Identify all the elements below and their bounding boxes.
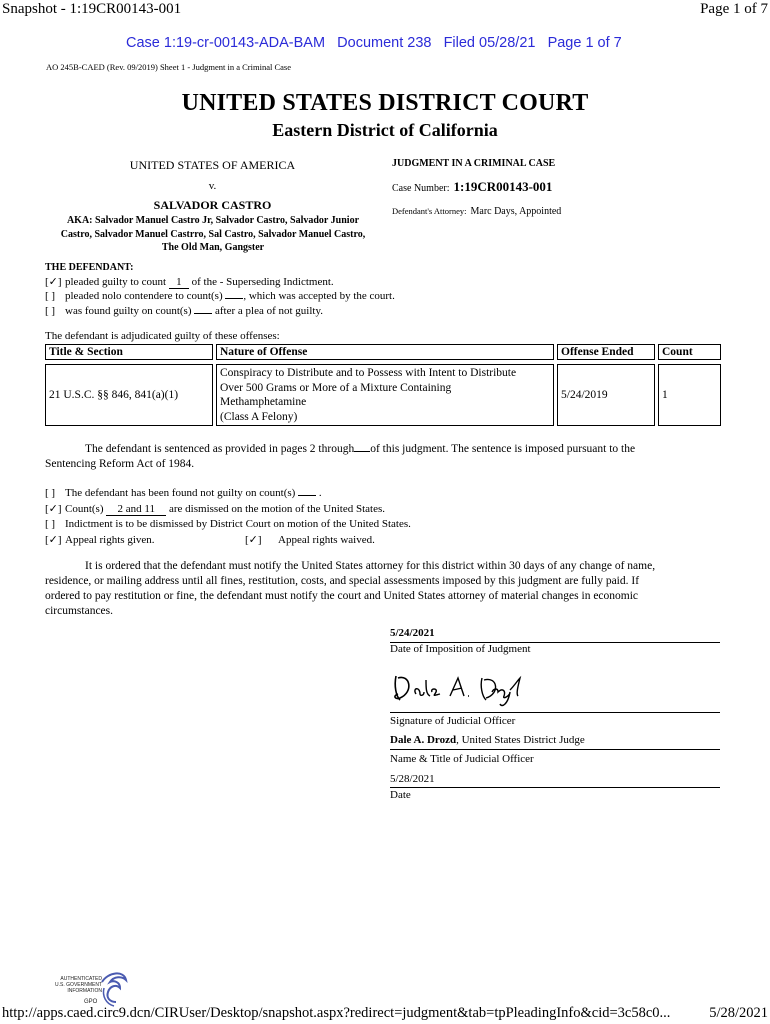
checkbox-unchecked: [ ] [45, 487, 56, 499]
sentence-paragraph-line2: Sentencing Reform Act of 1984. [45, 458, 195, 470]
document-type: JUDGMENT IN A CRIMINAL CASE [392, 158, 556, 169]
indictment-text: Indictment is to be dismissed by District Court on motion of the United States. [65, 518, 411, 530]
case-number-label: Case Number: [392, 183, 450, 194]
table-row [46, 365, 721, 426]
signature-label: Signature of Judicial Officer [390, 715, 516, 727]
not-guilty-blank [298, 495, 316, 496]
notify-line4: circumstances. [45, 605, 114, 617]
judge-name: Dale A. Drozd [390, 734, 457, 746]
plea-guilty-count: 1 [169, 276, 189, 289]
sentence-text-post: of this judgment. The sentence is imposed pursuant to the [370, 443, 636, 455]
eagle-icon [98, 968, 130, 1010]
appeal-waived-text: Appeal rights waived. [278, 534, 375, 546]
dismissed-prefix: Count(s) [65, 503, 104, 515]
plaintiff-name: UNITED STATES OF AMERICA [129, 158, 296, 172]
checkbox-checked: [✓] [245, 534, 262, 546]
seal-text: AUTHENTICATED U.S. GOVERNMENT INFORMATION [55, 976, 102, 994]
checkbox-checked: [✓] [45, 534, 62, 546]
checkbox-unchecked: [ ] [45, 518, 56, 530]
not-guilty-text: The defendant has been found not guilty on count(s) [65, 487, 296, 499]
plea-guilty [45, 275, 334, 289]
notify-line2: residence, or mailing address until all fines, restitution, costs, and special assessments imposed by this judgment are fully paid. If [45, 575, 640, 587]
footer-date: 5/28/2021 [709, 1005, 768, 1021]
nature-line: Conspiracy to Distribute and to Possess with Intent to Distribute [220, 367, 517, 379]
seal-gpo: GPO [84, 999, 98, 1005]
dismissed-counts: 2 and 11 [106, 503, 166, 516]
sentence-paragraph-line1 [85, 443, 635, 455]
signed-date-label: Date [390, 789, 411, 801]
appeal-given-line [45, 533, 155, 546]
snapshot-title: Snapshot - 1:19CR00143-001 [2, 1, 182, 17]
judge-name-line [390, 734, 585, 746]
plea-nolo-count [225, 298, 243, 299]
header-offense-ended: Offense Ended [558, 345, 655, 360]
plea-found-guilty-text: was found guilty on count(s) [65, 305, 192, 317]
imposition-date: 5/24/2021 [390, 627, 435, 639]
imposition-date-label: Date of Imposition of Judgment [390, 643, 531, 655]
checkbox-unchecked: [ ] [45, 305, 56, 317]
sentence-text-pre: The defendant is sentenced as provided in pages 2 through [85, 443, 355, 455]
defendant-section-heading: THE DEFENDANT: [45, 262, 134, 273]
name-title-label: Name & Title of Judicial Officer [390, 753, 534, 765]
judge-signature [390, 666, 530, 710]
versus: v. [208, 180, 217, 192]
dismissed-suffix: are dismissed on the motion of the United States. [169, 503, 385, 515]
plea-nolo-suffix: , which was accepted by the court. [243, 290, 395, 302]
plea-found-guilty-suffix: after a plea of not guilty. [214, 305, 324, 317]
district-name: Eastern District of California [272, 120, 498, 140]
defendant-name: SALVADOR CASTRO [153, 198, 272, 212]
gpo-authentication-seal [40, 968, 130, 1010]
plea-guilty-text: pleaded guilty to count [65, 276, 167, 288]
adjudicated-intro: The defendant is adjudicated guilty of these offenses: [45, 330, 280, 342]
signed-date: 5/28/2021 [390, 773, 435, 785]
attorney-label: Defendant's Attorney: [392, 206, 467, 216]
not-guilty-line [45, 487, 322, 499]
header-title-section: Title & Section [46, 345, 213, 360]
checkbox-unchecked: [ ] [45, 290, 56, 302]
cell-offense-ended: 5/24/2019 [558, 365, 655, 426]
name-title-line [390, 749, 720, 750]
attorney-line [392, 201, 561, 219]
cell-count: 1 [659, 365, 721, 426]
cell-title-section: 21 U.S.C. §§ 846, 841(a)(1) [46, 365, 213, 426]
ecf-case-banner [126, 35, 622, 51]
court-name: UNITED STATES DISTRICT COURT [181, 90, 589, 116]
ecf-document-number: Document 238 [337, 35, 432, 51]
dismissed-line [45, 502, 385, 516]
attorney-name: Marc Days, Appointed [470, 206, 562, 217]
header-count: Count [659, 345, 721, 360]
ecf-filed-date: Filed 05/28/21 [443, 35, 536, 51]
appeal-waived-line [245, 533, 375, 546]
offense-table [45, 344, 721, 426]
ecf-page: Page 1 of 7 [547, 35, 622, 51]
not-guilty-period: . [318, 487, 322, 499]
appeal-given-text: Appeal rights given. [65, 534, 155, 546]
defendant-aka: AKA: Salvador Manuel Castro Jr, Salvador Castro, Salvador Junior Castro, Salvador Manuel Castrro, Sal Castro, Salvador Manuel Castro, The Old Man, Gangster [60, 215, 366, 253]
plea-nolo-text: pleaded nolo contendere to count(s) [65, 290, 223, 302]
nature-line: Over 500 Grams or More of a Mixture Containing [220, 381, 452, 394]
plea-nolo [45, 290, 395, 302]
cell-nature-of-offense [217, 365, 554, 426]
nature-line: Methamphetamine [220, 396, 307, 408]
header-nature-of-offense: Nature of Offense [217, 345, 554, 360]
nature-line: (Class A Felony) [220, 410, 298, 423]
plea-found-guilty [45, 305, 323, 317]
sentence-pages-blank [354, 451, 370, 452]
plea-guilty-suffix: of the - Superseding Indictment. [191, 276, 334, 288]
footer-url: http://apps.caed.circ9.dcn/CIRUser/Desktop/snapshot.aspx?redirect=judgment&tab=tpPleadingInfo&cid=3c58c0... [2, 1005, 671, 1021]
signature-script [390, 666, 530, 710]
checkbox-checked: [✓] [45, 276, 62, 288]
checkbox-checked: [✓] [45, 503, 62, 515]
case-number: 1:19CR00143-001 [453, 179, 553, 194]
judge-title: , United States District Judge [456, 734, 585, 746]
ecf-case-number: Case 1:19-cr-00143-ADA-BAM [126, 35, 326, 51]
signature-line [390, 712, 720, 713]
notify-line1: It is ordered that the defendant must notify the United States attorney for this district within 30 days of any change of name, [85, 560, 656, 572]
table-header-row [46, 345, 721, 360]
plea-found-guilty-count [194, 313, 212, 314]
case-number-line [392, 178, 552, 196]
signed-date-line [390, 787, 720, 788]
form-designation: AO 245B-CAED (Rev. 09/2019) Sheet 1 - Judgment in a Criminal Case [46, 62, 291, 72]
page-indicator: Page 1 of 7 [700, 1, 768, 17]
notify-line3: ordered to pay restitution or fine, the defendant must notify the court and United States attorney of material changes in economic [45, 590, 639, 602]
indictment-line [45, 518, 411, 530]
